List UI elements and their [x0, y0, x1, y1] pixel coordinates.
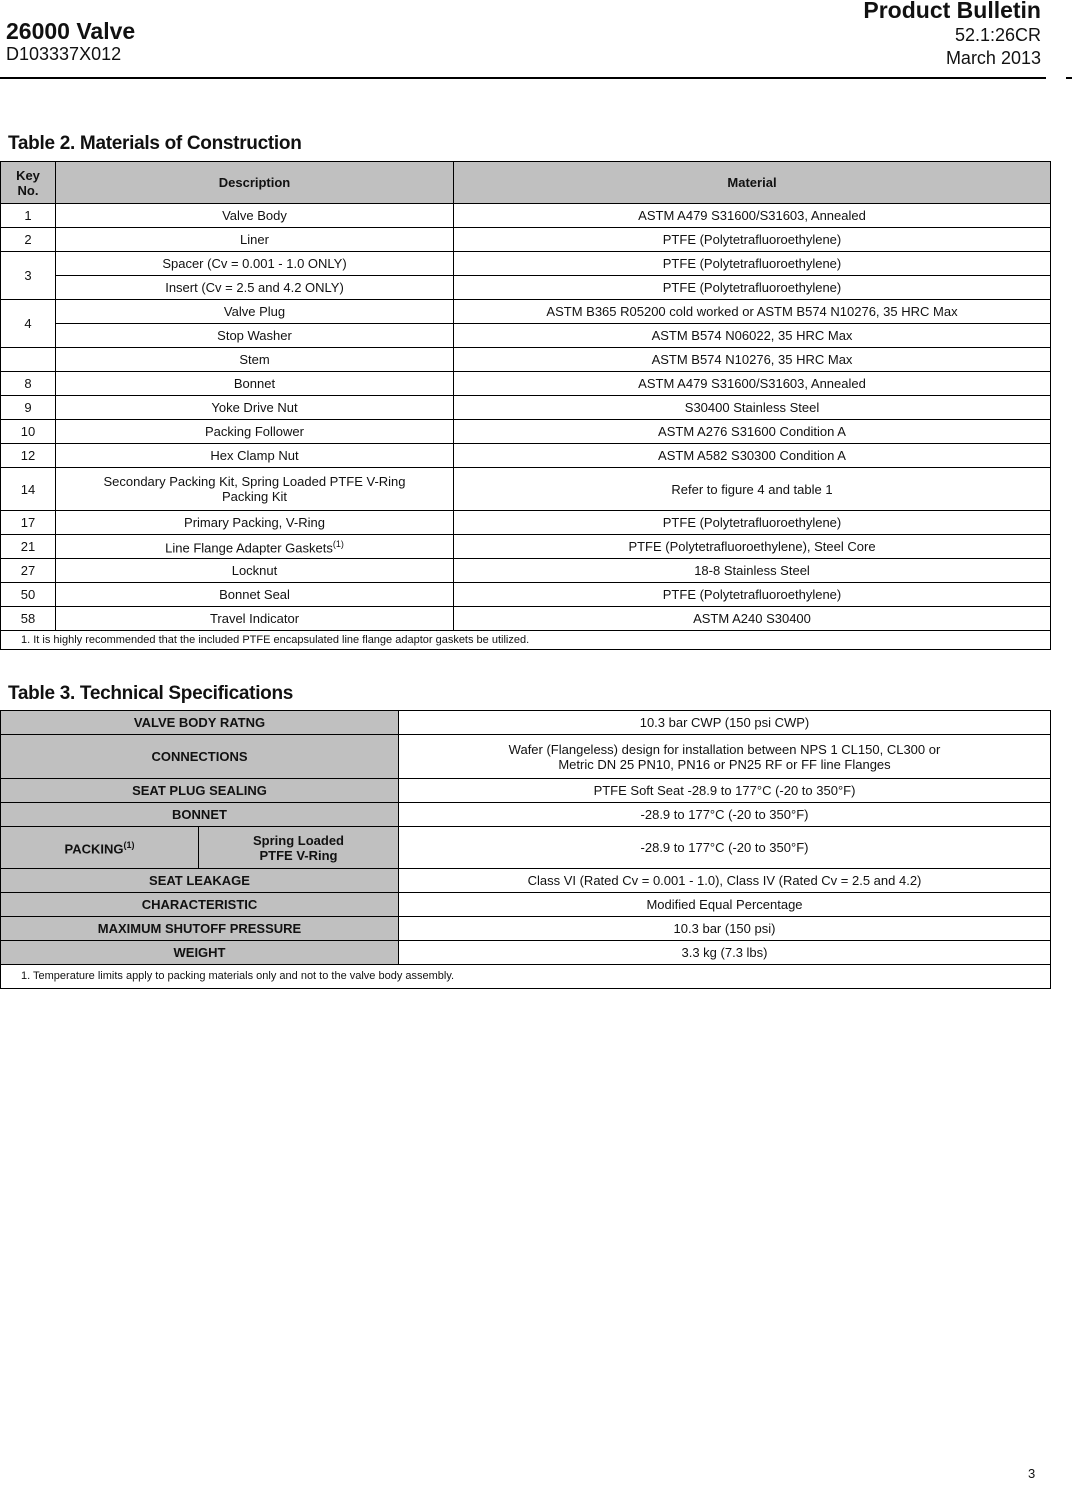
key-cell: 27 — [1, 559, 56, 583]
spec-row — [1, 941, 1051, 965]
table3-footnote: 1. Temperature limits apply to packing materials only and not to the valve body assembly. — [1, 965, 1051, 989]
specifications-table — [0, 710, 1051, 989]
key-cell: 14 — [1, 468, 56, 511]
spec-row — [1, 869, 1051, 893]
material-cell: Refer to figure 4 and table 1 — [454, 468, 1051, 511]
table-row — [1, 300, 1051, 324]
table-row — [1, 535, 1051, 559]
spec-value: PTFE Soft Seat -28.9 to 177°C (-20 to 350°F) — [399, 779, 1051, 803]
description-cell: Valve Body — [56, 204, 454, 228]
description-cell: Bonnet — [56, 372, 454, 396]
spec-value: -28.9 to 177°C (-20 to 350°F) — [399, 803, 1051, 827]
table3-caption: Table 3. Technical Specifications — [8, 683, 294, 704]
table-row — [1, 204, 1051, 228]
key-cell: 50 — [1, 583, 56, 607]
description-cell: Locknut — [56, 559, 454, 583]
key-cell: 4 — [1, 300, 56, 348]
key-cell: 21 — [1, 535, 56, 559]
table-row — [1, 348, 1051, 372]
spec-value: -28.9 to 177°C (-20 to 350°F) — [399, 827, 1051, 869]
spec-value: Modified Equal Percentage — [399, 893, 1051, 917]
key-cell: 2 — [1, 228, 56, 252]
header-rule-tick — [1066, 77, 1072, 79]
spec-value: 10.3 bar (150 psi) — [399, 917, 1051, 941]
footnote-ref: (1) — [332, 539, 344, 550]
key-cell: 1 — [1, 204, 56, 228]
description-cell: Valve Plug — [56, 300, 454, 324]
table-row — [1, 420, 1051, 444]
table-row — [1, 252, 1051, 276]
material-cell: PTFE (Polytetrafluoroethylene) — [454, 228, 1051, 252]
spec-value-line: Wafer (Flangeless) design for installation between NPS 1 CL150, CL300 or — [508, 741, 941, 757]
packing-label: PACKING — [64, 841, 124, 857]
spec-label: CONNECTIONS — [1, 735, 399, 779]
col-header-key: Key No. — [1, 162, 56, 204]
key-cell: 3 — [1, 252, 56, 300]
material-cell: ASTM B574 N06022, 35 HRC Max — [454, 324, 1051, 348]
key-cell: 8 — [1, 372, 56, 396]
sublabel-line: Spring Loaded — [253, 832, 344, 848]
product-title: 26000 Valve — [6, 18, 136, 44]
spec-row — [1, 711, 1051, 735]
bulletin-number: 52.1:26CR — [954, 25, 1041, 45]
spec-label: SEAT LEAKAGE — [1, 869, 399, 893]
description-cell: Spacer (Cv = 0.001 - 1.0 ONLY) — [56, 252, 454, 276]
spec-row — [1, 893, 1051, 917]
material-cell: PTFE (Polytetrafluoroethylene) — [454, 511, 1051, 535]
spec-row — [1, 827, 1051, 869]
spec-value: 10.3 bar CWP (150 psi CWP) — [399, 711, 1051, 735]
description-cell — [56, 535, 454, 559]
spec-sublabel — [199, 827, 399, 869]
key-cell: 9 — [1, 396, 56, 420]
materials-table — [0, 161, 1051, 650]
material-cell: PTFE (Polytetrafluoroethylene), Steel Core — [454, 535, 1051, 559]
spec-label: WEIGHT — [1, 941, 399, 965]
table2-caption: Table 2. Materials of Construction — [8, 133, 302, 154]
spec-value-line: Metric DN 25 PN10, PN16 or PN25 RF or FF line Flanges — [558, 756, 891, 772]
material-cell: PTFE (Polytetrafluoroethylene) — [454, 276, 1051, 300]
header-rule — [0, 77, 1046, 79]
material-cell: ASTM A582 S30300 Condition A — [454, 444, 1051, 468]
key-cell: 10 — [1, 420, 56, 444]
description-cell: Yoke Drive Nut — [56, 396, 454, 420]
material-cell: ASTM A479 S31600/S31603, Annealed — [454, 204, 1051, 228]
spec-label: MAXIMUM SHUTOFF PRESSURE — [1, 917, 399, 941]
table-row — [1, 468, 1051, 511]
description-cell: Insert (Cv = 2.5 and 4.2 ONLY) — [56, 276, 454, 300]
description-cell: Stem — [56, 348, 454, 372]
sublabel-line: PTFE V-Ring — [259, 847, 338, 863]
material-cell: ASTM A479 S31600/S31603, Annealed — [454, 372, 1051, 396]
spec-label: SEAT PLUG SEALING — [1, 779, 399, 803]
description-cell: Stop Washer — [56, 324, 454, 348]
material-cell: ASTM A240 S30400 — [454, 607, 1051, 631]
description-cell: Travel Indicator — [56, 607, 454, 631]
key-cell: 12 — [1, 444, 56, 468]
table-row — [1, 444, 1051, 468]
description-cell: Packing Follower — [56, 420, 454, 444]
spec-label — [1, 827, 199, 869]
page-number: 3 — [1028, 1466, 1036, 1481]
key-cell: 17 — [1, 511, 56, 535]
table-row — [1, 396, 1051, 420]
header-right — [863, 0, 1041, 70]
table-row — [1, 228, 1051, 252]
table-row — [1, 607, 1051, 631]
table-row — [1, 324, 1051, 348]
table-row — [1, 559, 1051, 583]
material-cell: ASTM B365 R05200 cold worked or ASTM B574 N10276, 35 HRC Max — [454, 300, 1051, 324]
material-cell: ASTM B574 N10276, 35 HRC Max — [454, 348, 1051, 372]
key-cell: 58 — [1, 607, 56, 631]
footnote-ref: (1) — [123, 840, 135, 851]
description-cell: Secondary Packing Kit, Spring Loaded PTFE V-Ring Packing Kit — [56, 468, 454, 511]
table-row — [1, 372, 1051, 396]
spec-value — [399, 735, 1051, 779]
bulletin-date: March 2013 — [945, 48, 1041, 68]
description-cell: Liner — [56, 228, 454, 252]
bulletin-title: Product Bulletin — [863, 0, 1041, 23]
table2-footnote: 1. It is highly recommended that the included PTFE encapsulated line flange adaptor gaskets be utilized. — [1, 631, 1051, 650]
material-cell: ASTM A276 S31600 Condition A — [454, 420, 1051, 444]
material-cell: PTFE (Polytetrafluoroethylene) — [454, 583, 1051, 607]
description-cell: Bonnet Seal — [56, 583, 454, 607]
material-cell: 18-8 Stainless Steel — [454, 559, 1051, 583]
spec-row — [1, 917, 1051, 941]
spec-value: 3.3 kg (7.3 lbs) — [399, 941, 1051, 965]
material-cell: PTFE (Polytetrafluoroethylene) — [454, 252, 1051, 276]
header-left — [6, 18, 135, 64]
description-cell: Hex Clamp Nut — [56, 444, 454, 468]
material-cell: S30400 Stainless Steel — [454, 396, 1051, 420]
col-header-material: Material — [454, 162, 1051, 204]
spec-row — [1, 803, 1051, 827]
description-cell: Primary Packing, V-Ring — [56, 511, 454, 535]
spec-label: BONNET — [1, 803, 399, 827]
table-row — [1, 276, 1051, 300]
spec-row — [1, 735, 1051, 779]
spec-value: Class VI (Rated Cv = 0.001 - 1.0), Class IV (Rated Cv = 2.5 and 4.2) — [399, 869, 1051, 893]
spec-label: VALVE BODY RATNG — [1, 711, 399, 735]
table-row — [1, 583, 1051, 607]
table-row — [1, 511, 1051, 535]
key-cell — [1, 348, 56, 372]
document-id: D103337X012 — [6, 44, 122, 64]
spec-row — [1, 779, 1051, 803]
col-header-description: Description — [56, 162, 454, 204]
description-text: Line Flange Adapter Gaskets — [165, 540, 333, 556]
spec-label: CHARACTERISTIC — [1, 893, 399, 917]
